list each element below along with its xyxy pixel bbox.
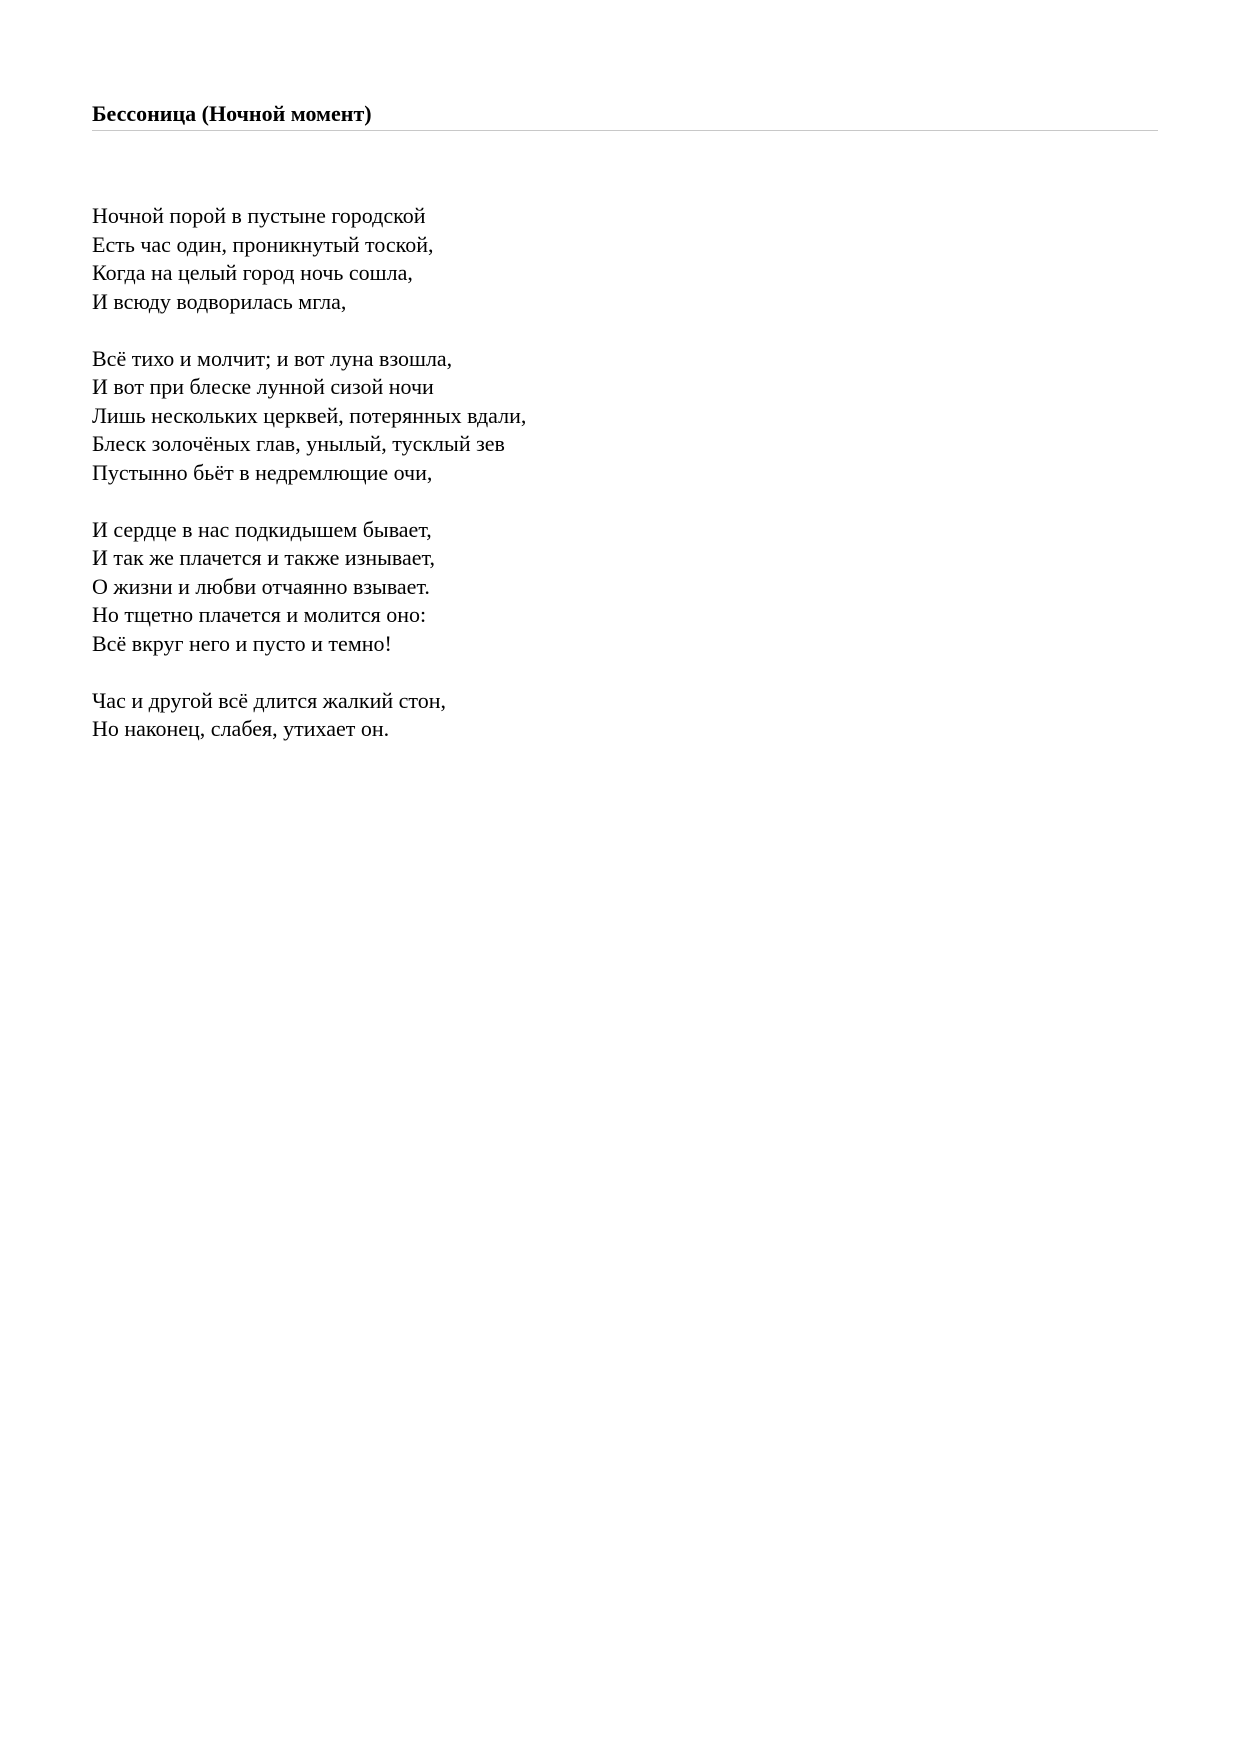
poem-line: Блеск золочёных глав, унылый, тусклый зев bbox=[92, 431, 505, 456]
poem-line: И сердце в нас подкидышем бывает, bbox=[92, 516, 432, 542]
poem-line: Лишь нескольких церквей, потерянных вдали, bbox=[92, 402, 527, 428]
stanza-2 bbox=[92, 345, 526, 488]
poem-body bbox=[92, 202, 526, 772]
poem-line: О жизни и любви отчаянно взывает. bbox=[92, 573, 430, 599]
poem-line: И всюду водворилась мгла, bbox=[92, 288, 347, 314]
title-divider bbox=[92, 130, 1158, 131]
poem-line: И вот при блеске лунной сизой ночи bbox=[92, 374, 434, 399]
poem-line: Ночной порой в пустыне городской bbox=[92, 203, 426, 228]
poem-line: Час и другой всё длится жалкий стон, bbox=[92, 687, 446, 713]
poem-line: Но тщетно плачется и молится оно: bbox=[92, 602, 427, 627]
poem-title: Бессоница (Ночной момент) bbox=[92, 101, 372, 126]
poem-line: Всё вкруг него и пусто и темно! bbox=[92, 630, 392, 656]
poem-line: Когда на целый город ночь сошла, bbox=[92, 260, 413, 285]
stanza-3 bbox=[92, 516, 526, 659]
poem-line: Есть час один, проникнутый тоской, bbox=[92, 231, 434, 257]
poem-line: Но наконец, слабея, утихает он. bbox=[92, 716, 390, 741]
poem-line: Всё тихо и молчит; и вот луна взошла, bbox=[92, 345, 453, 371]
stanza-4 bbox=[92, 687, 526, 744]
poem-line: И так же плачется и также изнывает, bbox=[92, 545, 436, 570]
stanza-1 bbox=[92, 202, 526, 316]
poem-line: Пустынно бьёт в недремлющие очи, bbox=[92, 459, 433, 485]
